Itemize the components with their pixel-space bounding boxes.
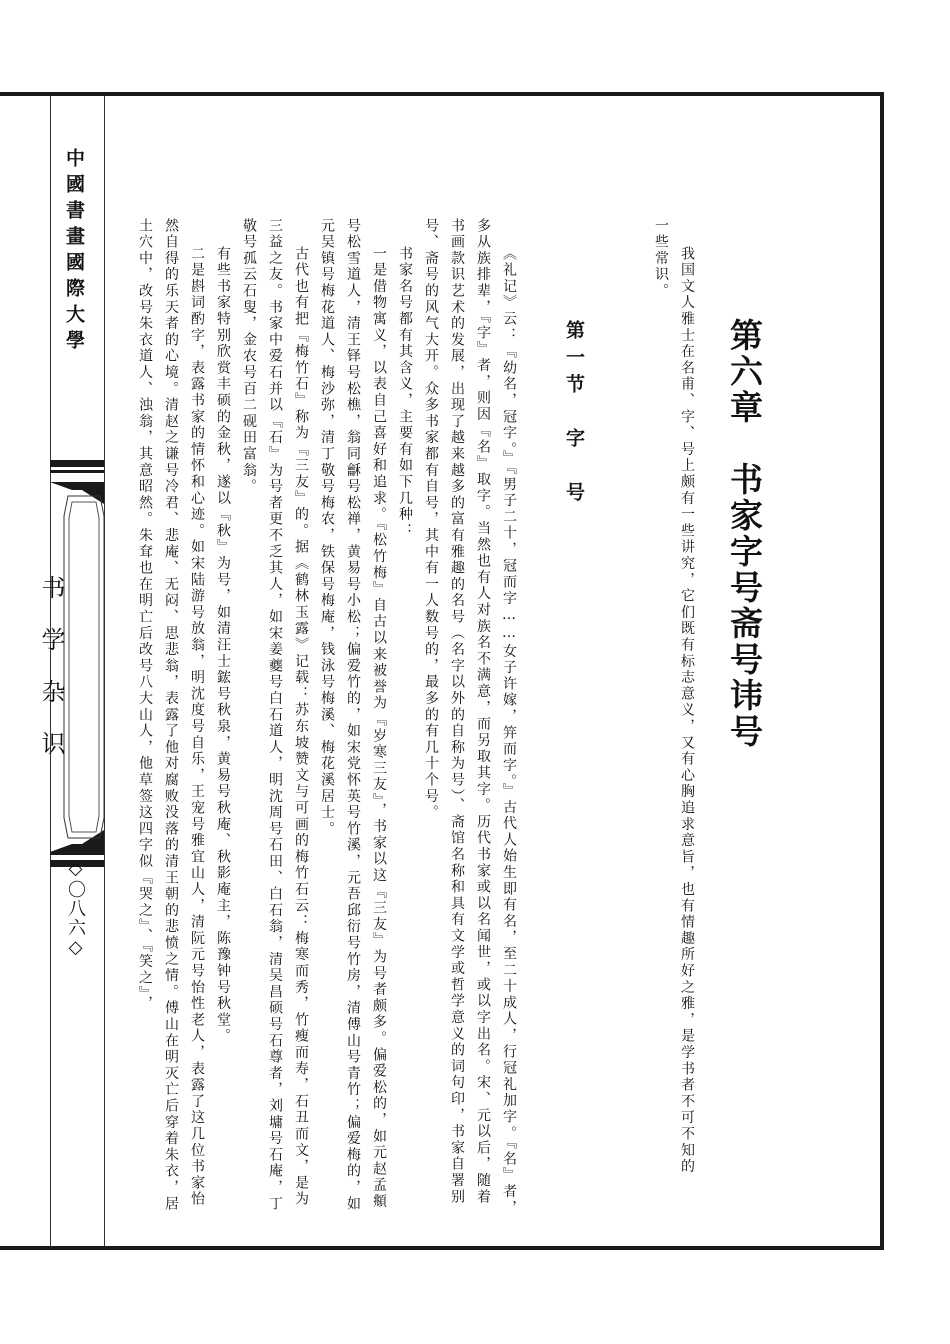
series-title: 中國書畫國際大學 [63, 148, 85, 356]
sidebar-bar-top-thin [50, 470, 104, 473]
body-paragraph-1: 《礼记》云：『幼名，冠字。』『男子二十，冠而字……女子许嫁，笄而字。』古代人始生即有名，至二十成人，行冠礼加字。『名』者，多从族排辈，『字』者，则因『名』取字。当然也有人对族名不满意，而另取其字。历代书家或以名闻世，或以字出名。宋、元以后，随着书画款识艺术的发展，出现了越来越多的富有雅趣的名号（名字以外的自称为号）、斋馆名称和具有文学或哲学意义的词句印，书家自署别号、斋号的风气大开。众多书家都有自号，其中有一人数号的，最多的有几十个号。 [423, 218, 517, 1217]
intro-paragraph [648, 218, 700, 1178]
body-paragraph-3: 一是借物寓义，以表自己喜好和追求。『松竹梅』自古以来被誉为『岁寒三友』，书家以这『三友』为号者颇多。偏爱松的，如元赵孟頫号松雪道人，清王铎号松樵，翁同龢号松禅，黄易号小松；偏爱竹的，如宋党怀英号竹溪，元吾邱衍号竹房，清傅山号青竹；偏爱梅的，如元吴镇号梅花道人、梅沙弥，清丁敬号梅农，铁保号梅庵，钱泳号梅溪、梅花溪居士。 [319, 218, 387, 1213]
body-text [132, 218, 522, 1218]
section-heading: 第一节 字 号 [563, 320, 585, 509]
body-paragraph-4: 古代也有把『梅竹石』称为『三友』的。据《鹤林玉露》记载：苏东坡赞文与可画的梅竹石云：梅寒而秀，竹瘦而寿，石丑而文，是为三益之友。书家中爱石并以『石』为号者更不乏其人，如宋姜夔号白石道人，明沈周号石田、白石翁，清吴昌硕号石尊者，刘墉号石庵，丁敬号孤云石叟，金农号百二砚田富翁。 [241, 218, 309, 1213]
intro-text: 我国文人雅士在名甫、字、号上颇有一些讲究，它们既有标志意义，又有心胸追求意旨，也有情趣所好之雅，是学书者不可不知的一些常识。 [653, 218, 695, 1176]
section-title: 书学杂识 [37, 575, 65, 783]
body-paragraph-2: 书家名号都有其含义，主要有如下几种： [397, 246, 413, 540]
body-paragraph-6: 二是斟词酌字，表露书家的情怀和心迹。如宋陆游号放翁，明沈度号自乐，王宠号雅宜山人，清阮元号怡性老人，表露了这几位书家怡然自得的乐天者的心境。清赵之谦号冷君、悲庵、无闷、思悲翁，表露了他对腐败没落的清王朝的悲愤之情。傅山在明灭亡后穿着朱衣，居土穴中，改号朱衣道人、浊翁，其意昭然。朱耷也在明亡后改号八大山人，他草签这四字似『哭之』、『笑之』， [137, 218, 205, 1213]
page-number: ◇〇八六◇ [65, 858, 86, 959]
sidebar-divider-inner [104, 96, 105, 1246]
chapter-title: 第六章 书家字号斋号讳号 [725, 318, 764, 750]
body-paragraph-5: 有些书家特别欣赏丰硕的金秋，遂以『秋』为号，如清汪士鋐号秋泉，黄易号秋庵、秋影庵主，陈豫钟号秋堂。 [215, 246, 231, 1045]
sidebar-bar-bottom-thin [50, 852, 104, 855]
sidebar-bar-top [50, 460, 104, 467]
